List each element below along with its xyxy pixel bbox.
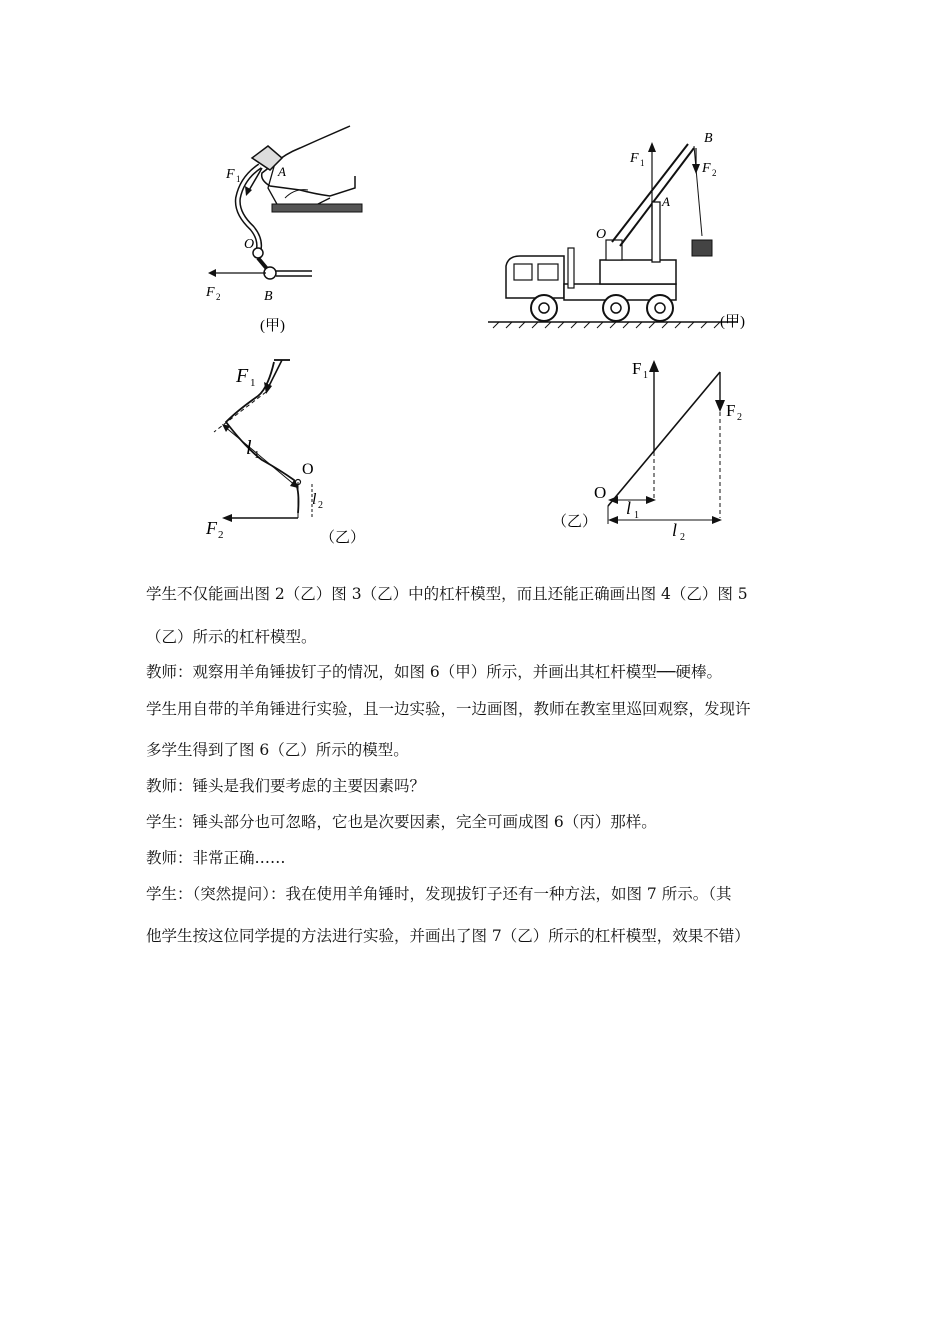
pedal-o-label: O bbox=[244, 237, 255, 252]
pedal-lever-drawing bbox=[190, 118, 370, 343]
paragraph-1a: 学生不仅能画出图 2（乙）图 3（乙）中的杠杆模型，而且还能正确画出图 4（乙）图 5 bbox=[146, 585, 748, 603]
crane-model-f2-label: F bbox=[726, 401, 736, 420]
pedal-f2-label: F bbox=[206, 285, 215, 300]
crane-model-f1-sub: 1 bbox=[643, 370, 648, 381]
pedal-a-label: A bbox=[278, 164, 286, 179]
paragraph-5: 学生：锤头部分也可忽略，它也是次要因素，完全可画成图 6（丙）那样。 bbox=[146, 813, 657, 831]
pedal-f1-sub: 1 bbox=[236, 174, 241, 184]
crane-a-label: A bbox=[662, 194, 670, 209]
crane-model-l2-sub: 2 bbox=[680, 532, 685, 543]
crane-truck-drawing bbox=[488, 118, 773, 340]
pedal-caption: (甲) bbox=[260, 318, 285, 334]
pedal-model-f2-sub: 2 bbox=[218, 529, 224, 541]
figure-pedal-lever bbox=[190, 118, 370, 343]
paragraph-7b: 他学生按这位同学提的方法进行实验，并画出了图 7（乙）所示的杠杆模型，效果不错） bbox=[146, 927, 750, 945]
paragraph-1b: （乙）所示的杠杆模型。 bbox=[146, 628, 317, 646]
crane-model-caption: （乙） bbox=[552, 514, 598, 530]
paragraph-7a: 学生：（突然提问）：我在使用羊角锤时，发现拔钉子还有一种方法，如图 7 所示。（其 bbox=[146, 885, 732, 903]
paragraph-3a: 学生用自带的羊角锤进行实验，且一边实验，一边画图，教师在教室里巡回观察，发现许 bbox=[146, 700, 751, 718]
pedal-model-o-label: O bbox=[302, 461, 314, 478]
crane-f1-label: F bbox=[630, 151, 639, 166]
paragraph-3b: 多学生得到了图 6（乙）所示的模型。 bbox=[146, 741, 409, 759]
pedal-b-label: B bbox=[264, 289, 273, 304]
crane-model-f2-sub: 2 bbox=[737, 412, 742, 423]
crane-f1-sub: 1 bbox=[640, 158, 645, 168]
crane-f2-sub: 2 bbox=[712, 168, 717, 178]
crane-model-f1-label: F bbox=[632, 359, 642, 378]
pedal-model-l2-label: l bbox=[312, 491, 317, 508]
figure-crane-model bbox=[548, 348, 748, 548]
crane-model-drawing bbox=[548, 348, 748, 548]
pedal-model-drawing bbox=[198, 348, 388, 548]
pedal-f1-label: F bbox=[226, 167, 235, 182]
crane-model-l2-label: l bbox=[672, 520, 678, 540]
crane-model-l1-sub: 1 bbox=[634, 510, 639, 521]
pedal-model-l1-sub: 1 bbox=[254, 449, 260, 461]
pedal-f2-sub: 2 bbox=[216, 292, 221, 302]
paragraph-6: 教师：非常正确…… bbox=[146, 849, 286, 867]
crane-o-label: O bbox=[596, 227, 607, 242]
pedal-model-f1-label: F bbox=[236, 365, 249, 387]
pedal-model-l1-label: l bbox=[246, 437, 252, 459]
paragraph-2: 教师：观察用羊角锤拔钉子的情况，如图 6（甲）所示，并画出其杠杆模型──硬棒。 bbox=[146, 663, 722, 681]
paragraph-4: 教师：锤头是我们要考虑的主要因素吗？ bbox=[146, 777, 426, 795]
pedal-model-l2-sub: 2 bbox=[318, 500, 323, 511]
pedal-model-caption: （乙） bbox=[320, 530, 366, 546]
figure-crane-truck bbox=[488, 118, 773, 340]
figure-pedal-model bbox=[198, 348, 388, 548]
crane-caption: (甲) bbox=[720, 314, 745, 330]
pedal-model-f1-sub: 1 bbox=[250, 377, 256, 389]
crane-model-o-label: O bbox=[594, 483, 607, 502]
crane-model-l1-label: l bbox=[626, 498, 632, 518]
pedal-model-f2-label: F bbox=[206, 518, 217, 538]
crane-b-label: B bbox=[704, 131, 713, 146]
crane-f2-label: F bbox=[702, 161, 711, 176]
